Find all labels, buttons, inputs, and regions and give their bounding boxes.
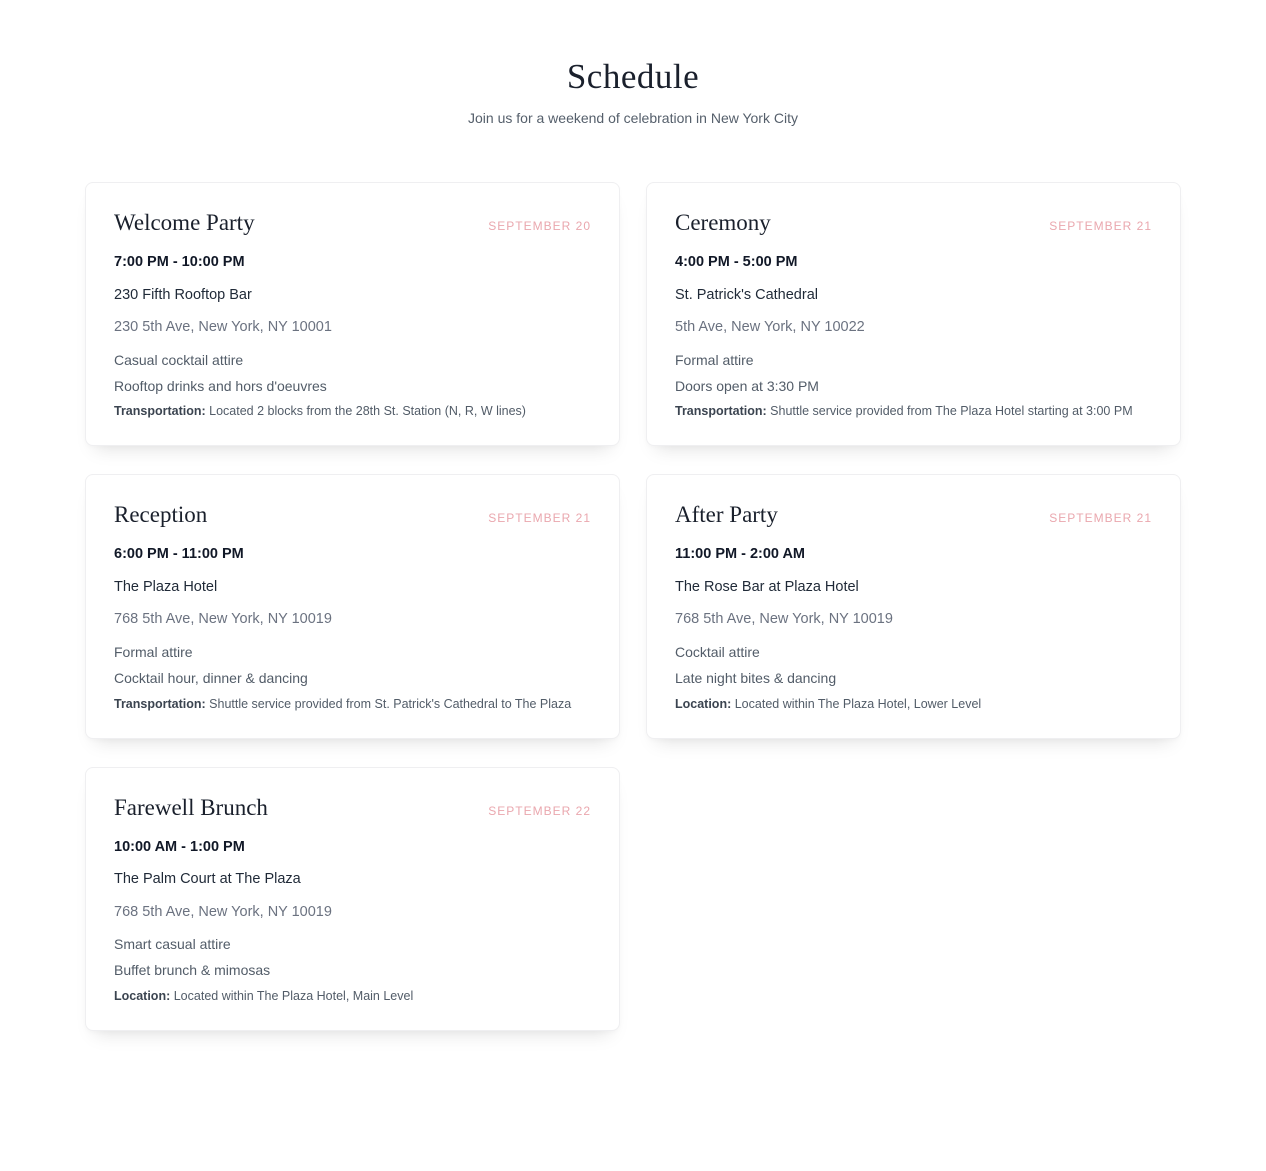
event-note-label: Transportation: (114, 404, 206, 419)
event-card-after-party (646, 474, 1181, 738)
event-title: Reception (114, 502, 208, 528)
schedule-cards-grid (85, 182, 1181, 1111)
event-date-badge: SEPTEMBER 21 (1049, 219, 1152, 233)
event-description: Late night bites & dancing (675, 669, 837, 686)
event-note (675, 403, 1152, 420)
event-description: Cocktail hour, dinner & dancing (114, 669, 308, 686)
event-card-header (114, 210, 591, 236)
event-attire: Casual cocktail attire (114, 351, 244, 368)
event-note (675, 696, 1152, 713)
event-date-badge: SEPTEMBER 21 (488, 511, 591, 526)
event-title: After Party (675, 502, 778, 528)
event-card-farewell-brunch (85, 767, 620, 1031)
event-address: 768 5th Ave, New York, NY 10019 (114, 903, 332, 920)
event-note-text: Located 2 blocks from the 28th St. Station (N, R, W lines) (209, 404, 526, 419)
event-venue: The Palm Court at The Plaza (114, 871, 301, 888)
event-attire: Formal attire (114, 644, 193, 661)
event-card-ceremony (646, 182, 1181, 446)
event-title: Welcome Party (114, 210, 255, 235)
event-note (114, 988, 591, 1005)
event-note-text: Shuttle service provided from St. Patrick's Cathedral to The Plaza (209, 696, 572, 711)
event-time: 7:00 PM - 10:00 PM (114, 254, 245, 270)
event-card-header (114, 502, 591, 528)
event-attire: Cocktail attire (675, 644, 760, 661)
event-time: 10:00 AM - 1:00 PM (114, 838, 245, 855)
event-note-label: Transportation: (114, 696, 206, 711)
event-card-header (675, 210, 1152, 236)
event-venue: St. Patrick's Cathedral (675, 286, 818, 303)
event-note (114, 403, 591, 420)
event-card-header (114, 795, 591, 821)
event-note-label: Location: (675, 696, 732, 711)
event-time: 4:00 PM - 5:00 PM (675, 254, 798, 270)
event-time: 11:00 PM - 2:00 AM (675, 546, 806, 563)
event-address: 768 5th Ave, New York, NY 10019 (114, 611, 332, 628)
event-address: 768 5th Ave, New York, NY 10019 (675, 611, 893, 628)
event-venue: The Rose Bar at Plaza Hotel (675, 578, 859, 595)
event-date-badge: SEPTEMBER 22 (488, 803, 591, 818)
event-time: 6:00 PM - 11:00 PM (114, 546, 244, 563)
event-note-label: Transportation: (675, 404, 767, 419)
event-note (114, 696, 591, 713)
event-attire: Smart casual attire (114, 936, 231, 953)
event-title: Farewell Brunch (114, 794, 268, 820)
event-date-badge: SEPTEMBER 21 (1049, 511, 1152, 526)
event-address: 5th Ave, New York, NY 10022 (675, 319, 865, 336)
event-address: 230 5th Ave, New York, NY 10001 (114, 319, 332, 336)
event-note-label: Location: (114, 989, 171, 1004)
event-note-text: Located within The Plaza Hotel, Main Level (173, 989, 414, 1004)
event-note-text: Shuttle service provided from The Plaza Hotel starting at 3:00 PM (770, 404, 1133, 419)
event-title: Ceremony (675, 210, 771, 235)
event-description: Doors open at 3:30 PM (675, 377, 819, 394)
event-card-welcome-party (85, 182, 620, 446)
event-venue: The Plaza Hotel (114, 578, 218, 595)
event-attire: Formal attire (675, 351, 754, 368)
event-note-text: Located within The Plaza Hotel, Lower Level (734, 696, 982, 711)
event-description: Buffet brunch & mimosas (114, 962, 271, 979)
page-subtitle: Join us for a weekend of celebration in New York City (468, 110, 798, 126)
event-date-badge: SEPTEMBER 20 (488, 219, 591, 233)
page-title: Schedule (566, 57, 700, 96)
schedule-header (0, 0, 1266, 126)
event-description: Rooftop drinks and hors d'oeuvres (114, 377, 327, 394)
event-venue: 230 Fifth Rooftop Bar (114, 286, 252, 303)
event-card-header (675, 502, 1152, 528)
event-card-reception (85, 474, 620, 738)
